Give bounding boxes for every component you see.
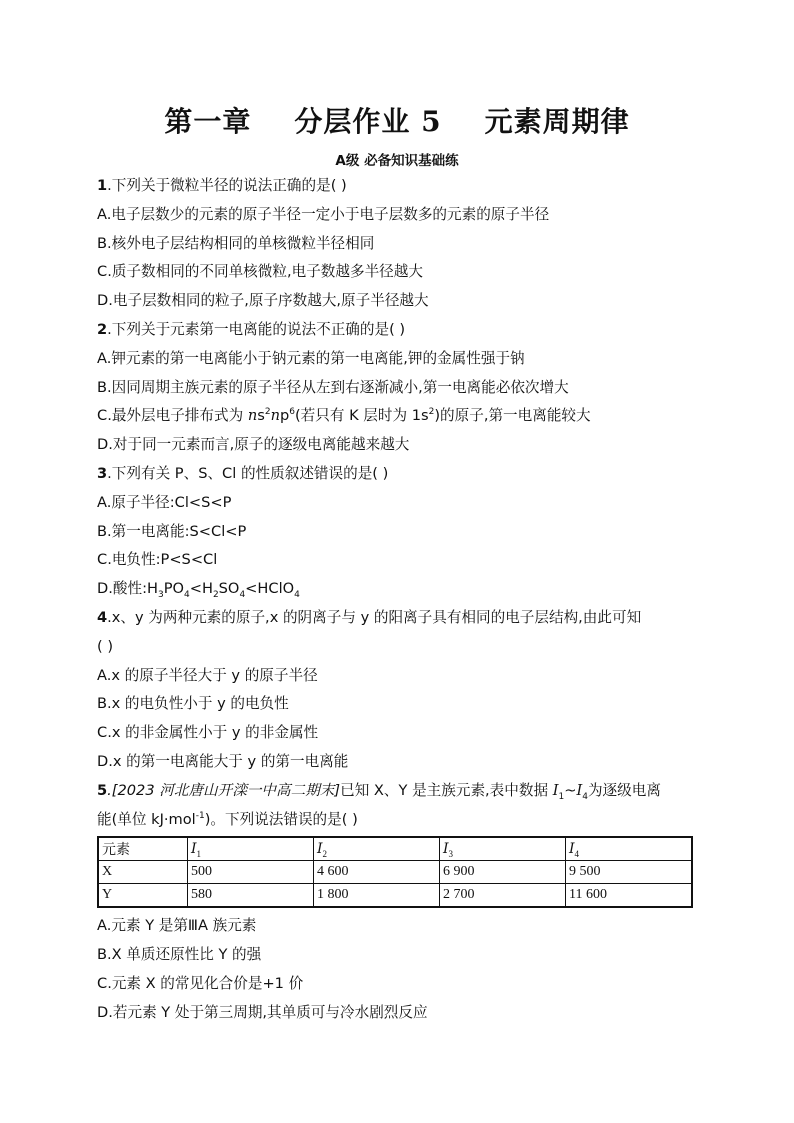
q2-option-b: B.因同周期主族元素的原子半径从左到右逐渐减小,第一电离能必依次增大 (97, 379, 569, 396)
question-number: 1 (97, 177, 108, 194)
section-heading: A级 必备知识基础练 (335, 153, 459, 169)
subscript: 4 (239, 589, 246, 600)
question-5-stem (97, 781, 661, 801)
symbol-i: I (191, 840, 197, 857)
formula-text: PO (163, 580, 184, 597)
question-4-paren: ( ) (97, 638, 114, 655)
subscript: 2 (212, 589, 219, 600)
question-text: .下列关于元素第一电离能的说法不正确的是( ) (107, 321, 406, 338)
q4-option-c: C.x 的非金属性小于 y 的非金属性 (97, 724, 319, 741)
question-text: .下列有关 P、S、Cl 的性质叙述错误的是( ) (107, 465, 389, 482)
subscript: 2 (322, 848, 328, 859)
table-cell: 580 (188, 884, 314, 908)
question-number: 5 (97, 782, 108, 799)
superscript: 6 (289, 407, 295, 418)
question-text: )。下列说法错误的是( ) (204, 811, 358, 828)
symbol-i: I (317, 840, 323, 857)
question-5-stem-cont (97, 810, 358, 830)
q3-option-c: C.电负性:P<S<Cl (97, 551, 218, 568)
subscript: 4 (294, 589, 300, 600)
symbol-i: I (552, 782, 559, 799)
q3-option-a: A.原子半径:Cl<S<P (97, 494, 232, 511)
subscript: 4 (574, 848, 580, 859)
question-text: ~ (564, 782, 577, 799)
q2-option-a: A.钾元素的第一电离能小于钠元素的第一电离能,钾的金属性强于钠 (97, 350, 525, 367)
subscript: 3 (448, 848, 454, 859)
table-cell: X (98, 861, 188, 884)
table-cell: 9 500 (566, 861, 693, 884)
q3-option-b: B.第一电离能:S<Cl<P (97, 523, 247, 540)
q2-option-d: D.对于同一元素而言,原子的逐级电离能越来越大 (97, 436, 410, 453)
page-title: 第一章 分层作业 5 元素周期律 (164, 105, 630, 138)
formula-text: <H (189, 580, 213, 597)
superscript: 2 (264, 407, 271, 418)
table-row (98, 884, 692, 908)
q1-option-b: B.核外电子层结构相同的单核微粒半径相同 (97, 235, 375, 252)
subscript: 4 (582, 791, 588, 802)
table-cell: Y (98, 884, 188, 908)
option-text: C.最外层电子排布式为 (97, 407, 248, 424)
table-cell: 1 800 (314, 884, 440, 908)
q1-option-d: D.电子层数相同的粒子,原子序数越大,原子半径越大 (97, 292, 429, 309)
q4-option-d: D.x 的第一电离能大于 y 的第一电离能 (97, 753, 349, 770)
table-header-row (98, 837, 692, 861)
q5-option-d: D.若元素 Y 处于第三周期,其单质可与冷水剧烈反应 (97, 1004, 428, 1021)
table-cell: 2 700 (440, 884, 566, 908)
q5-option-b: B.X 单质还原性比 Y 的强 (97, 946, 262, 963)
question-text: 已知 X、Y 是主族元素,表中数据 (340, 782, 553, 799)
subscript: 1 (558, 791, 565, 802)
question-text: .下列关于微粒半径的说法正确的是( ) (107, 177, 347, 194)
q1-option-c: C.质子数相同的不同单核微粒,电子数越多半径越大 (97, 263, 423, 280)
option-text: D.酸性:H (97, 580, 158, 597)
question-source: .[2023 河北唐山开滦一中高二期末] (107, 782, 341, 799)
q4-option-b: B.x 的电负性小于 y 的电负性 (97, 695, 289, 712)
question-number: 2 (97, 321, 108, 338)
q4-option-a: A.x 的原子半径大于 y 的原子半径 (97, 667, 318, 684)
question-text: 能(单位 kJ·mol (97, 811, 196, 828)
question-number: 3 (97, 465, 108, 482)
table-cell: 500 (188, 861, 314, 884)
symbol-i: I (576, 782, 583, 799)
formula-p: p (279, 407, 290, 424)
table-cell: 6 900 (440, 861, 566, 884)
symbol-i: I (569, 840, 575, 857)
formula-n: n (270, 407, 280, 424)
superscript: -1 (195, 811, 205, 822)
table-header-cell (188, 837, 314, 861)
table-row (98, 861, 692, 884)
q1-option-a: A.电子层数少的元素的原子半径一定小于电子层数多的元素的原子半径 (97, 206, 550, 223)
superscript: 2 (428, 407, 435, 418)
formula-text: <HClO (245, 580, 295, 597)
table-cell: 4 600 (314, 861, 440, 884)
subscript: 3 (157, 589, 164, 600)
question-2-stem (97, 320, 405, 340)
q2-option-c (97, 406, 591, 426)
table-header-cell (314, 837, 440, 861)
table-header-cell (566, 837, 693, 861)
option-text: (若只有 K 层时为 1s (294, 407, 429, 424)
question-text: .x、y 为两种元素的原子,x 的阴离子与 y 的阳离子具有相同的电子层结构,由此可知 (107, 609, 642, 626)
question-text: 为逐级电离 (587, 782, 661, 799)
table-header-cell: 元素 (98, 837, 188, 861)
q3-option-d (97, 579, 300, 599)
question-3-stem (97, 464, 388, 484)
formula-s: s (257, 407, 265, 424)
table-header-cell (440, 837, 566, 861)
question-1-stem (97, 176, 347, 196)
question-4-stem (97, 608, 641, 628)
formula-n: n (247, 407, 258, 424)
table-cell: 11 600 (566, 884, 693, 908)
symbol-i: I (443, 840, 449, 857)
ionization-energy-table (97, 836, 693, 908)
q5-option-c: C.元素 X 的常见化合价是+1 价 (97, 975, 304, 992)
subscript: 4 (184, 589, 190, 600)
subscript: 1 (196, 848, 202, 859)
option-text: )的原子,第一电离能较大 (434, 407, 591, 424)
formula-text: SO (218, 580, 240, 597)
q5-option-a: A.元素 Y 是第ⅢA 族元素 (97, 917, 257, 934)
question-number: 4 (97, 609, 108, 626)
